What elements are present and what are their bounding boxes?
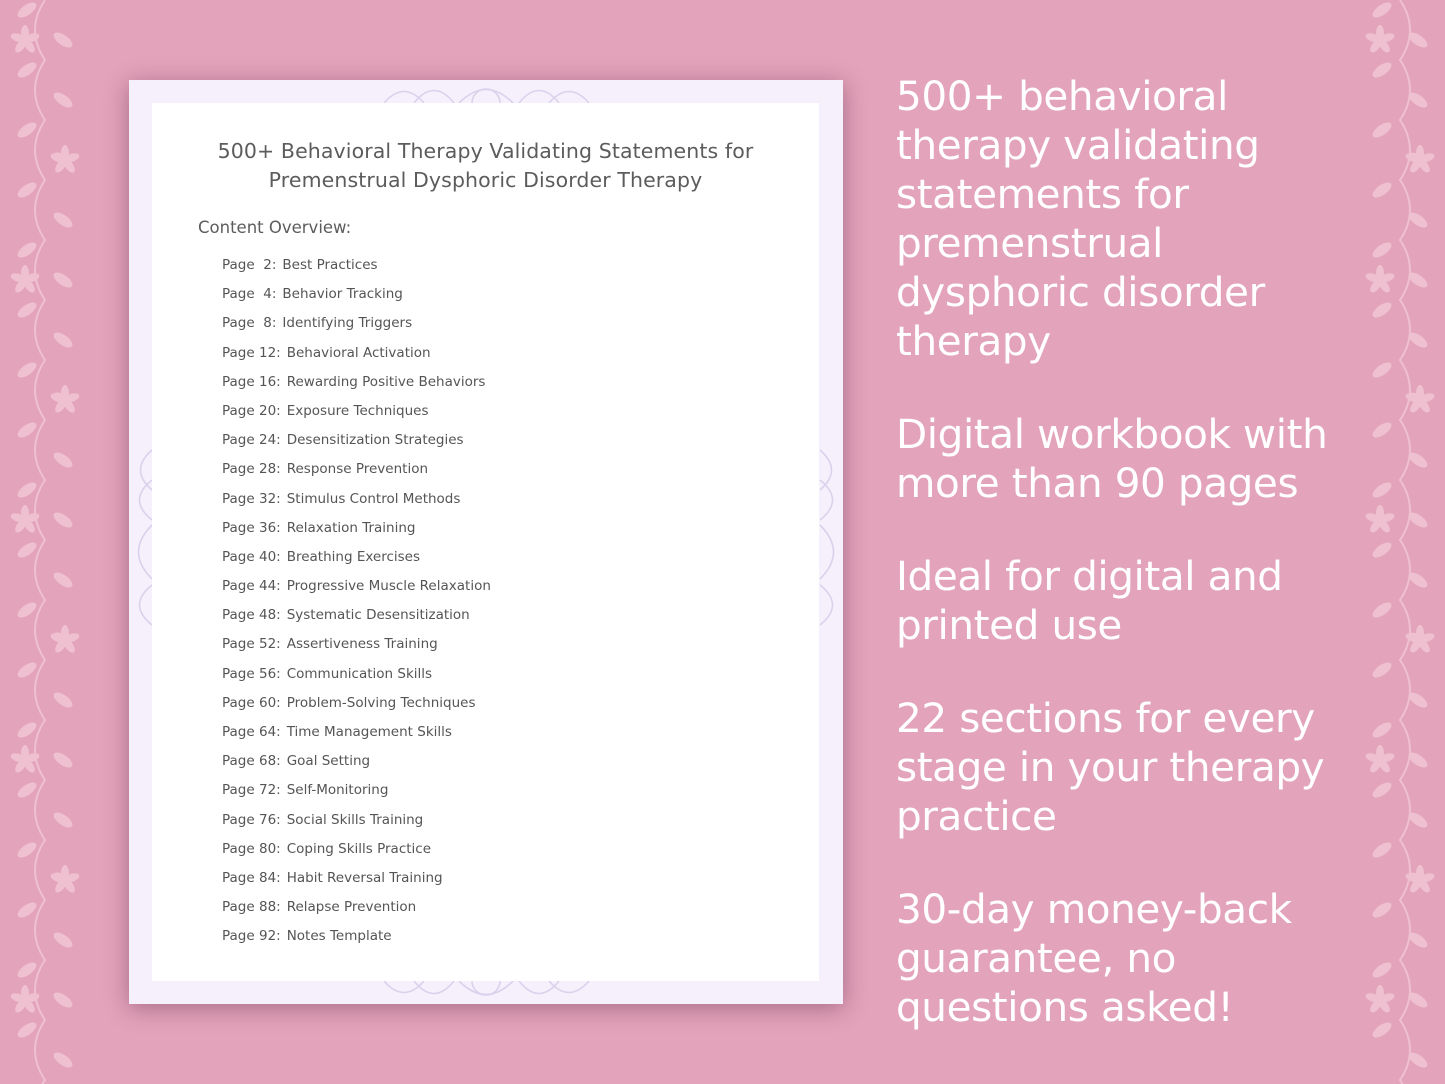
toc-section-title: Systematic Desensitization — [286, 607, 470, 624]
toc-page-number: Page 44: — [222, 578, 281, 595]
toc-item — [222, 518, 491, 547]
toc-section-title: Rewarding Positive Behaviors — [286, 373, 486, 390]
toc-page-number: Page 84: — [222, 869, 281, 886]
toc-section-title: Progressive Muscle Relaxation — [286, 578, 491, 595]
toc-section-title: Coping Skills Practice — [286, 840, 432, 857]
toc-page-number: Page 36: — [222, 519, 281, 536]
feature-line: therapy validating — [896, 121, 1260, 169]
toc-item — [222, 722, 491, 751]
toc-item — [222, 576, 491, 605]
toc-section-title: Best Practices — [282, 257, 378, 273]
feature-line: dysphoric disorder — [896, 268, 1265, 316]
toc-item — [222, 284, 491, 313]
toc-section-title: Behavior Tracking — [282, 286, 403, 303]
toc-page-number: Page 56: — [222, 665, 281, 682]
feature-text — [896, 552, 1356, 650]
toc-page-number: Page 8: — [222, 315, 277, 332]
right-floral-vine-decoration — [1355, 0, 1445, 1084]
toc-page-number: Page 4: — [222, 286, 277, 303]
toc-item — [222, 839, 491, 868]
toc-item — [222, 868, 491, 897]
workbook-page-preview — [129, 80, 843, 1004]
toc-item — [222, 343, 491, 372]
feature-line: Ideal for digital and — [896, 552, 1283, 600]
feature-line: questions asked! — [896, 983, 1234, 1031]
toc-section-title: Desensitization Strategies — [286, 432, 464, 449]
toc-section-title: Assertiveness Training — [286, 636, 438, 653]
toc-item — [222, 401, 491, 430]
toc-item — [222, 751, 491, 780]
toc-page-number: Page 60: — [222, 694, 281, 711]
toc-page-number: Page 20: — [222, 402, 281, 419]
toc-section-title: Stimulus Control Methods — [286, 490, 461, 507]
toc-page-number: Page 68: — [222, 753, 281, 770]
toc-section-title: Social Skills Training — [286, 811, 424, 828]
toc-page-number: Page 12: — [222, 344, 281, 361]
toc-page-number: Page 40: — [222, 548, 281, 565]
toc-section-title: Time Management Skills — [286, 724, 452, 740]
toc-item — [222, 897, 491, 926]
toc-item — [222, 634, 491, 663]
table-of-contents — [222, 255, 491, 956]
feature-line: 500+ behavioral — [896, 72, 1228, 120]
toc-section-title: Behavioral Activation — [286, 344, 431, 361]
toc-page-number: Page 52: — [222, 636, 281, 653]
toc-item — [222, 489, 491, 518]
toc-page-number: Page 76: — [222, 811, 281, 828]
document-title — [182, 137, 789, 195]
toc-section-title: Identifying Triggers — [282, 315, 413, 332]
feature-list — [896, 72, 1356, 1076]
feature-text — [896, 410, 1356, 508]
toc-page-number: Page 88: — [222, 899, 281, 916]
feature-line: Digital workbook with — [896, 410, 1328, 458]
toc-page-number: Page 92: — [222, 928, 281, 945]
toc-page-number: Page 24: — [222, 432, 281, 449]
toc-section-title: Breathing Exercises — [286, 548, 421, 565]
toc-page-number: Page 48: — [222, 607, 281, 624]
toc-page-number: Page 2: — [222, 257, 277, 273]
floral-vine-icon — [0, 0, 90, 1084]
toc-section-title: Relapse Prevention — [286, 899, 417, 916]
toc-page-number: Page 72: — [222, 782, 281, 799]
feature-line: guarantee, no — [896, 934, 1177, 982]
title-line-2: Premenstrual Dysphoric Disorder Therapy — [268, 168, 703, 192]
toc-section-title: Communication Skills — [286, 665, 433, 682]
toc-section-title: Notes Template — [286, 928, 392, 945]
feature-line: 30-day money-back — [896, 885, 1292, 933]
toc-item — [222, 459, 491, 488]
toc-page-number: Page 28: — [222, 461, 281, 478]
floral-vine-icon — [1355, 0, 1445, 1084]
left-floral-vine-decoration — [0, 0, 90, 1084]
content-overview-label: Content Overview: — [198, 218, 352, 237]
toc-item — [222, 430, 491, 459]
toc-item — [222, 547, 491, 576]
toc-page-number: Page 16: — [222, 373, 281, 390]
toc-section-title: Response Prevention — [286, 461, 429, 478]
toc-section-title: Self-Monitoring — [286, 782, 389, 799]
toc-section-title: Exposure Techniques — [286, 402, 429, 419]
toc-section-title: Goal Setting — [286, 753, 371, 770]
feature-line: more than 90 pages — [896, 459, 1299, 507]
feature-line: practice — [896, 792, 1057, 840]
feature-line: statements for — [896, 170, 1189, 218]
page-content — [152, 103, 819, 981]
feature-line: premenstrual — [896, 219, 1163, 267]
feature-text — [896, 72, 1356, 366]
toc-section-title: Relaxation Training — [286, 519, 416, 536]
toc-item — [222, 780, 491, 809]
toc-page-number: Page 32: — [222, 490, 281, 507]
toc-page-number: Page 80: — [222, 840, 281, 857]
toc-item — [222, 313, 491, 342]
feature-line: printed use — [896, 601, 1122, 649]
toc-item — [222, 810, 491, 839]
toc-item — [222, 255, 491, 284]
toc-item — [222, 605, 491, 634]
feature-line: therapy — [896, 317, 1051, 365]
feature-line: 22 sections for every — [896, 694, 1315, 742]
feature-line: stage in your therapy — [896, 743, 1325, 791]
toc-item — [222, 372, 491, 401]
toc-section-title: Problem-Solving Techniques — [286, 694, 476, 711]
toc-item — [222, 926, 491, 955]
toc-item — [222, 664, 491, 693]
feature-text — [896, 885, 1356, 1032]
toc-page-number: Page 64: — [222, 724, 281, 740]
toc-item — [222, 693, 491, 722]
feature-text — [896, 694, 1356, 841]
toc-section-title: Habit Reversal Training — [286, 869, 443, 886]
title-line-1: 500+ Behavioral Therapy Validating Statements for — [217, 139, 754, 163]
